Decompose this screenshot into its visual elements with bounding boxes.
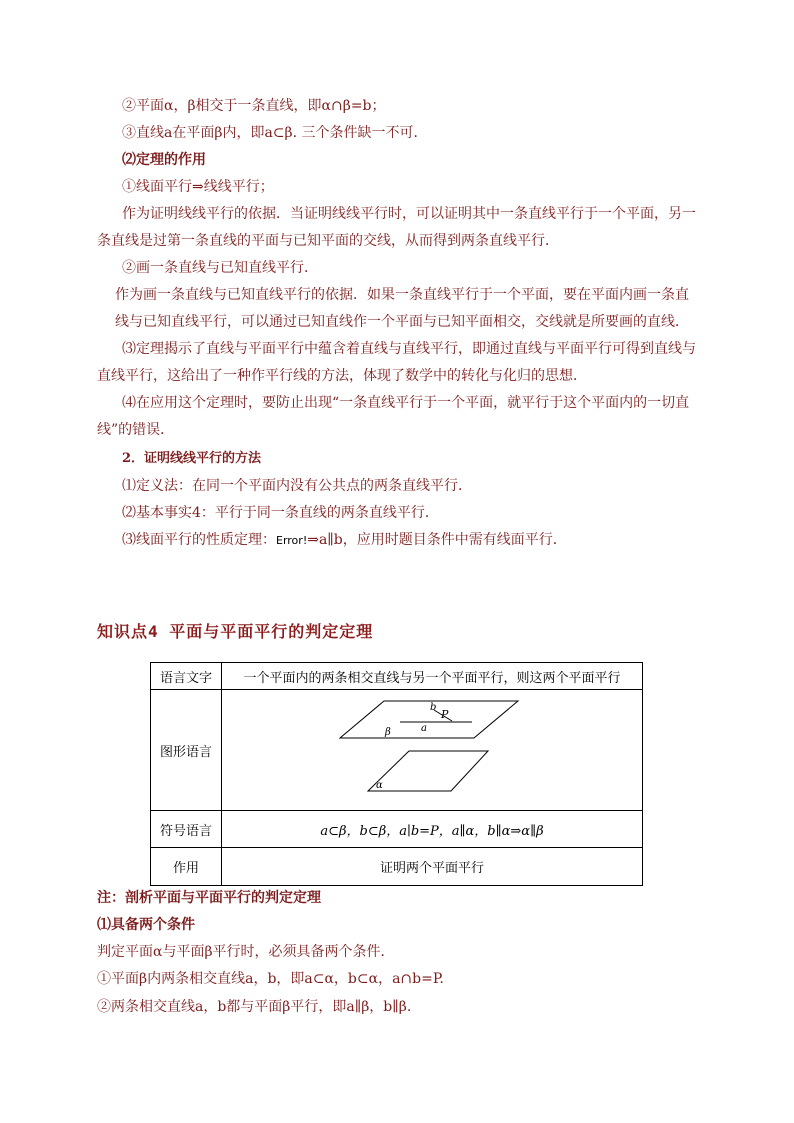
label-line-a: a (421, 722, 427, 734)
note-condition-1: ①平面β内两条相交直线a，b，即a⊂α，b⊂α，a∩b=P. (97, 971, 444, 987)
note-must-have: 判定平面α与平面β平行时，必须具备两个条件． (97, 944, 395, 960)
table-row (151, 811, 643, 848)
label-symbol-language: 符号语言 (151, 811, 222, 848)
label-beta: β (385, 726, 391, 738)
paragraph-point-3-a: ⑶定理揭示了直线与平面平行中蕴含着直线与直线平行，即通过直线与平面平行可得到直线与 (122, 341, 696, 357)
subheading-theorem-role: ⑵定理的作用 (122, 152, 206, 168)
paragraph-point-4-b: 线”的错误． (97, 422, 175, 438)
note-two-conditions: ⑴具备两个条件 (97, 917, 195, 933)
note-condition-2: ②两条相交直线a，b都与平面β平行，即a∥β，b∥β. (97, 999, 412, 1015)
method-property-suffix: ⇒a∥b，应用时题目条件中需有线面平行． (307, 532, 567, 548)
paragraph-role-1-desc-b: 条直线是过第一条直线的平面与已知平面的交线，从而得到两条直线平行． (97, 233, 559, 249)
table-row (151, 848, 643, 886)
paragraph-role-2-desc-b: 线与已知直线平行，可以通过已知直线作一个平面与已知平面相交，交线就是所要画的直线． (115, 314, 689, 330)
value-usage: 证明两个平面平行 (222, 848, 643, 886)
paragraph-role-1-desc-a: 作为证明线线平行的依据．当证明线线平行时，可以证明其中一条直线平行于一个平面，另一 (122, 206, 696, 222)
paragraph-role-1: ①线面平行⇒线线平行； (122, 179, 274, 195)
paragraph-condition-3: ③直线a在平面β内，即a⊂β. 三个条件缺一不可． (122, 125, 428, 141)
plane-beta (340, 701, 518, 738)
label-usage: 作用 (151, 848, 222, 886)
error-field-code: Error! (276, 534, 308, 547)
label-alpha: α (376, 779, 383, 791)
label-figure-language: 图形语言 (151, 690, 222, 811)
parallel-planes-figure (222, 691, 642, 810)
table-row (151, 690, 643, 811)
label-point-p: P (441, 707, 449, 721)
value-language-text: 一个平面内的两条相交直线与另一个平面平行，则这两个平面平行 (222, 663, 643, 690)
table-row (151, 663, 643, 690)
label-line-b: b (430, 701, 437, 713)
paragraph-method-property (122, 531, 567, 550)
paragraph-role-2-desc-a: 作为画一条直线与已知直线平行的依据．如果一条直线平行于一个平面，要在平面内画一条直 (115, 287, 689, 303)
plane-alpha (368, 751, 488, 791)
subheading-parallel-methods: 2．证明线线平行的方法 (122, 451, 262, 466)
paragraph-role-2: ②画一条直线与已知直线平行． (122, 260, 318, 276)
method-property-prefix: ⑶线面平行的性质定理： (122, 532, 276, 548)
theorem-table (150, 662, 643, 886)
figure-cell (222, 690, 643, 811)
label-language-text: 语言文字 (151, 663, 222, 690)
note-title: 注：剖析平面与平面平行的判定定理 (97, 890, 321, 906)
paragraph-method-fact-4: ⑵基本事实4：平行于同一条直线的两条直线平行． (122, 505, 439, 521)
paragraph-method-definition: ⑴定义法：在同一个平面内没有公共点的两条直线平行． (122, 478, 472, 494)
paragraph-point-4-a: ⑷在应用这个定理时，要防止出现“一条直线平行于一个平面，就平行于这个平面内的一切直 (122, 395, 690, 411)
section-heading-knowledge-point-4: 知识点4 平面与平面平行的判定定理 (97, 622, 374, 641)
paragraph-condition-2: ②平面α，β相交于一条直线，即α∩β=b； (122, 98, 386, 114)
paragraph-point-3-b: 直线平行，这给出了一种作平行线的方法，体现了数学中的转化与化归的思想． (97, 368, 587, 384)
value-symbol-language: a⊂β，b⊂β，a∣b=P，a∥α，b∥α⇒α∥β (222, 811, 643, 848)
